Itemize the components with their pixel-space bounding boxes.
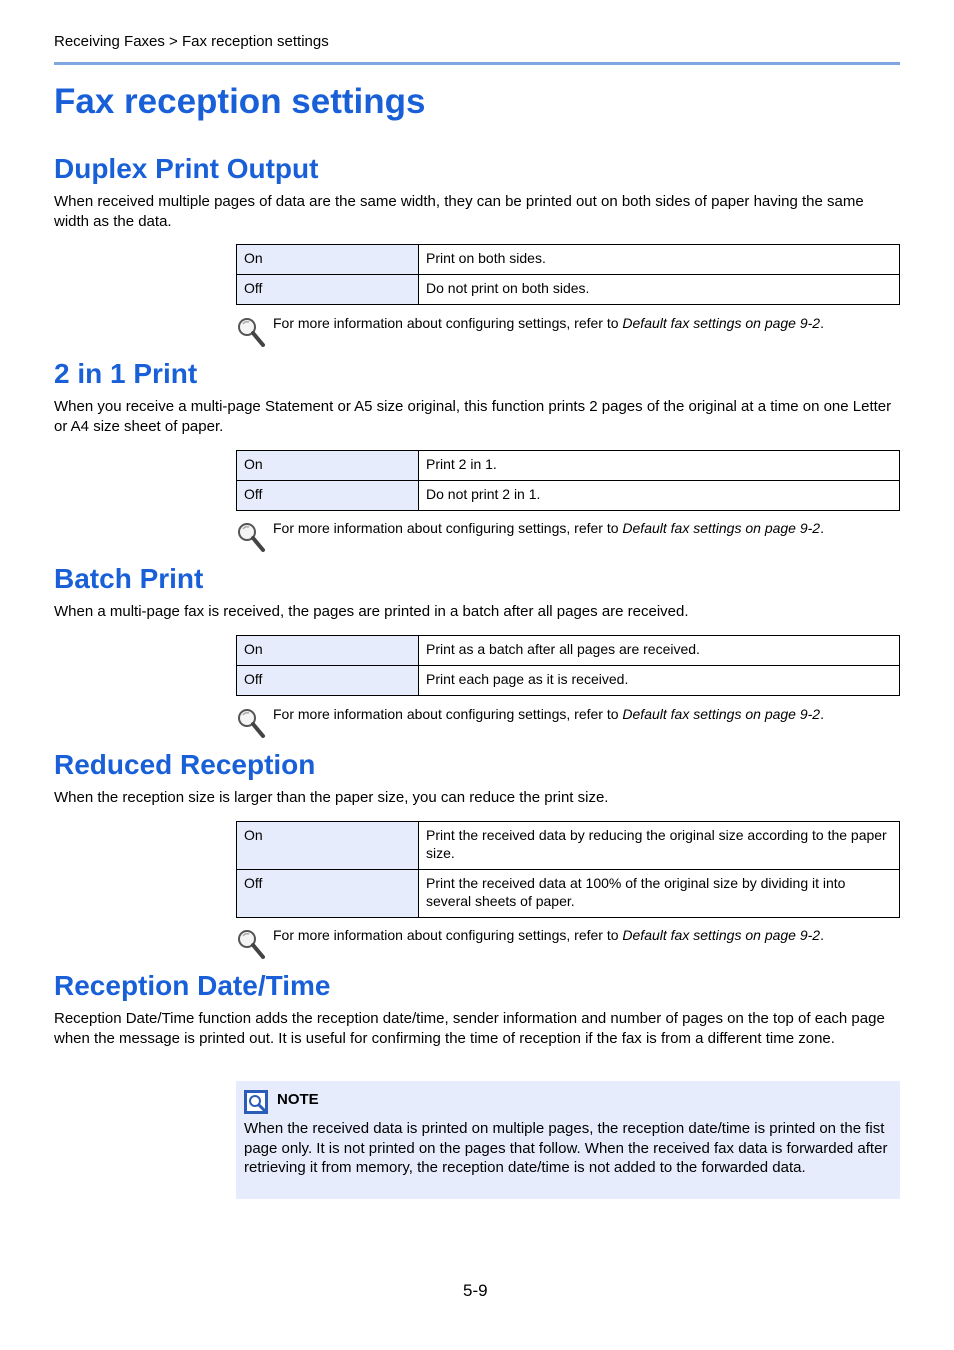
options-table xyxy=(236,821,900,918)
tip-reference xyxy=(236,926,900,962)
tip-reference xyxy=(236,519,900,555)
tip-reference xyxy=(236,314,900,350)
table-row xyxy=(237,481,900,511)
note-header xyxy=(244,1089,892,1113)
section-heading: Reduced Reception xyxy=(54,749,316,780)
tip-link[interactable]: Default fax settings on page 9-2 xyxy=(622,927,821,943)
section-heading: 2 in 1 Print xyxy=(54,358,198,389)
section-reduced-reception xyxy=(54,748,900,943)
option-key: Off xyxy=(237,481,419,511)
table-row xyxy=(237,451,900,481)
tip-prefix: For more information about configuring settings, refer to xyxy=(273,927,623,943)
tip-prefix: For more information about configuring settings, refer to xyxy=(273,520,623,536)
option-key: On xyxy=(237,245,419,275)
table-row xyxy=(237,275,900,305)
option-value: Print the received data by reducing the original size according to the paper size. xyxy=(419,822,900,870)
breadcrumb: Receiving Faxes > Fax reception settings xyxy=(54,33,329,50)
page-number: 5-9 xyxy=(463,1281,488,1300)
tip-text xyxy=(273,314,824,332)
tip-text xyxy=(273,519,824,537)
tip-text xyxy=(273,705,824,723)
tip-prefix: For more information about configuring settings, refer to xyxy=(273,315,623,331)
magnifier-icon xyxy=(236,521,266,553)
option-key: On xyxy=(237,451,419,481)
note-body: When the received data is printed on multiple pages, the reception date/time is printed on the fist page only. It is not printed on the pages that follow. When the received fax data is forwarded after retrieving it from memory, the reception date/time is not added to the forwarded data. xyxy=(244,1120,888,1176)
tip-link[interactable]: Default fax settings on page 9-2 xyxy=(622,706,821,722)
section-heading: Batch Print xyxy=(54,563,204,594)
option-key: On xyxy=(237,636,419,666)
section-intro: Reception Date/Time function adds the reception date/time, sender information and number of pages on the top of each page when the message is printed out. It is useful for confirming the time of reception if the fax is from a different time zone. xyxy=(54,1010,885,1047)
tip-suffix: . xyxy=(820,927,824,943)
table-row xyxy=(237,870,900,918)
note-label: NOTE xyxy=(277,1091,319,1108)
note-icon xyxy=(244,1090,268,1114)
magnifier-icon xyxy=(236,707,266,739)
table-row xyxy=(237,822,900,870)
tip-suffix: . xyxy=(820,520,824,536)
tip-prefix: For more information about configuring settings, refer to xyxy=(273,706,623,722)
option-value: Do not print 2 in 1. xyxy=(419,481,900,511)
option-key: Off xyxy=(237,666,419,696)
tip-suffix: . xyxy=(820,706,824,722)
section-heading: Duplex Print Output xyxy=(54,153,319,184)
tip-text xyxy=(273,926,824,944)
option-value: Print each page as it is received. xyxy=(419,666,900,696)
section-duplex-print-output xyxy=(54,152,900,331)
option-key: Off xyxy=(237,870,419,918)
magnifier-icon xyxy=(236,928,266,960)
section-intro: When the reception size is larger than the paper size, you can reduce the print size. xyxy=(54,789,609,806)
tip-link[interactable]: Default fax settings on page 9-2 xyxy=(622,315,821,331)
option-value: Print on both sides. xyxy=(419,245,900,275)
tip-link[interactable]: Default fax settings on page 9-2 xyxy=(622,520,821,536)
section-heading: Reception Date/Time xyxy=(54,970,331,1001)
section-intro: When you receive a multi-page Statement or A5 size original, this function prints 2 pages of the original at a time on one Letter or A4 size sheet of paper. xyxy=(54,398,892,435)
header-rule xyxy=(54,62,900,65)
section-intro: When a multi-page fax is received, the pages are printed in a batch after all pages are received. xyxy=(54,603,689,620)
option-key: Off xyxy=(237,275,419,305)
options-table xyxy=(236,635,900,696)
option-value: Print the received data at 100% of the original size by dividing it into several sheets of paper. xyxy=(419,870,900,918)
section-2-in-1-print xyxy=(54,357,900,536)
section-batch-print xyxy=(54,562,900,722)
options-table xyxy=(236,244,900,305)
table-row xyxy=(237,245,900,275)
section-intro: When received multiple pages of data are the same width, they can be printed out on both sides of paper having the same width as the data. xyxy=(54,193,864,230)
table-row xyxy=(237,636,900,666)
note-box xyxy=(236,1081,900,1199)
tip-reference xyxy=(236,705,900,741)
option-value: Do not print on both sides. xyxy=(419,275,900,305)
section-reception-date-time xyxy=(54,969,900,1048)
tip-suffix: . xyxy=(820,315,824,331)
option-value: Print as a batch after all pages are received. xyxy=(419,636,900,666)
magnifier-icon xyxy=(236,316,266,348)
option-value: Print 2 in 1. xyxy=(419,451,900,481)
page-title: Fax reception settings xyxy=(54,82,426,121)
option-key: On xyxy=(237,822,419,870)
options-table xyxy=(236,450,900,511)
table-row xyxy=(237,666,900,696)
